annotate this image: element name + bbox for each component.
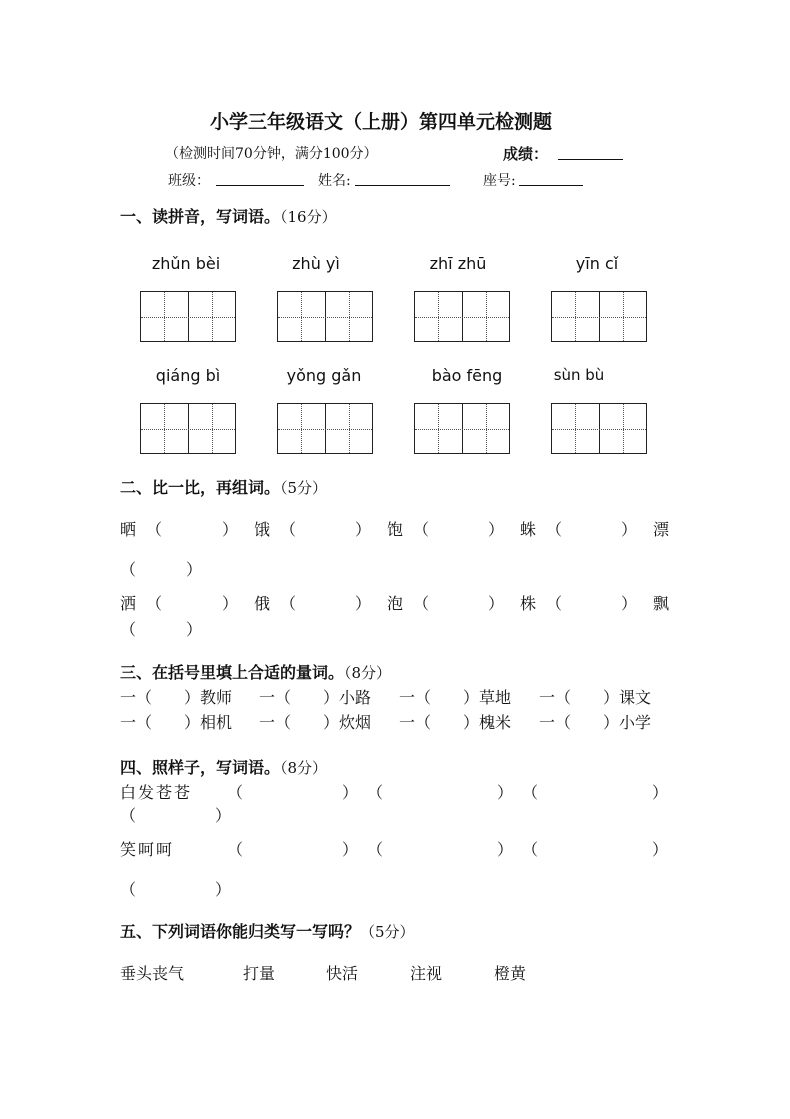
measure-item: 一（ ）相机 bbox=[120, 713, 233, 732]
pinyin-6: yǒng gǎn bbox=[286, 366, 362, 385]
char-sa: 洒 bbox=[120, 594, 137, 613]
measure-item: 一（ ）槐米 bbox=[399, 713, 512, 732]
paren-open: （ bbox=[522, 783, 539, 802]
writing-grid-7[interactable] bbox=[414, 403, 510, 454]
section5-heading: 五、下列词语你能归类写一写吗？（5分） bbox=[120, 922, 415, 941]
paren-close: ） bbox=[497, 840, 514, 859]
char-e: 饿 bbox=[254, 520, 271, 539]
paren-close: ） bbox=[621, 520, 638, 539]
paren-open: （ bbox=[546, 594, 563, 613]
char-bao: 饱 bbox=[387, 520, 404, 539]
paren-close: ） bbox=[621, 594, 638, 613]
paren-close: ） bbox=[652, 840, 669, 859]
seat-label: 座号: bbox=[483, 173, 516, 189]
paren-close: ） bbox=[222, 594, 239, 613]
time-note: （检测时间70分钟，满分100分） bbox=[165, 146, 378, 162]
class-label: 班级： bbox=[168, 173, 210, 189]
paren-open: （ bbox=[546, 520, 563, 539]
name-label: 姓名: bbox=[318, 173, 351, 189]
char-shai: 晒 bbox=[120, 520, 137, 539]
paren-close: ） bbox=[342, 783, 359, 802]
paren-open: （ bbox=[120, 880, 137, 899]
paren-close: ） bbox=[355, 594, 372, 613]
page-title: 小学三年级语文（上册）第四单元检测题 bbox=[210, 111, 553, 133]
measure-item: 一（ ）小学 bbox=[539, 713, 652, 732]
word-item: 打量 bbox=[243, 964, 276, 983]
paren-open: （ bbox=[146, 520, 163, 539]
char-piao: 漂 bbox=[653, 520, 670, 539]
pinyin-1: zhǔn bèi bbox=[151, 254, 221, 273]
paren-open: （ bbox=[413, 520, 430, 539]
score-field[interactable] bbox=[558, 145, 623, 164]
word-item: 注视 bbox=[410, 964, 443, 983]
measure-item: 一（ ）教师 bbox=[120, 688, 233, 707]
paren-open: （ bbox=[367, 783, 384, 802]
paren-open: （ bbox=[120, 620, 137, 639]
pinyin-8: sùn bù bbox=[553, 366, 605, 384]
paren-close: ） bbox=[215, 880, 232, 899]
paren-open: （ bbox=[413, 594, 430, 613]
pinyin-5: qiáng bì bbox=[155, 366, 221, 385]
writing-grid-5[interactable] bbox=[140, 403, 236, 454]
measure-item: 一（ ）课文 bbox=[539, 688, 652, 707]
pinyin-2: zhù yì bbox=[292, 254, 340, 273]
section3-heading: 三、在括号里填上合适的量词。（8分） bbox=[120, 663, 392, 682]
paren-open: （ bbox=[120, 806, 137, 825]
example-word-2: 笑呵呵 bbox=[120, 840, 175, 859]
paren-open: （ bbox=[227, 783, 244, 802]
measure-item: 一（ ）草地 bbox=[399, 688, 512, 707]
paren-open: （ bbox=[367, 840, 384, 859]
paren-open: （ bbox=[280, 520, 297, 539]
paren-close: ） bbox=[186, 620, 203, 639]
paren-close: ） bbox=[186, 560, 203, 579]
paren-close: ） bbox=[488, 520, 505, 539]
pinyin-4: yīn cǐ bbox=[575, 254, 619, 273]
score-label: 成绩： bbox=[503, 145, 549, 163]
char-pao: 泡 bbox=[387, 594, 404, 613]
paren-open: （ bbox=[146, 594, 163, 613]
measure-item: 一（ ）炊烟 bbox=[259, 713, 372, 732]
writing-grid-3[interactable] bbox=[414, 291, 510, 342]
word-item: 垂头丧气 bbox=[120, 964, 185, 983]
example-word-1: 白发苍苍 bbox=[120, 783, 193, 802]
paren-open: （ bbox=[120, 560, 137, 579]
paren-close: ） bbox=[215, 806, 232, 825]
paren-open: （ bbox=[227, 840, 244, 859]
char-zhu2: 株 bbox=[520, 594, 537, 613]
writing-grid-2[interactable] bbox=[277, 291, 373, 342]
seat-field[interactable] bbox=[519, 171, 583, 190]
paren-close: ） bbox=[342, 840, 359, 859]
char-e2: 俄 bbox=[254, 594, 271, 613]
char-piao2: 飘 bbox=[653, 594, 670, 613]
paren-close: ） bbox=[652, 783, 669, 802]
writing-grid-4[interactable] bbox=[551, 291, 647, 342]
writing-grid-6[interactable] bbox=[277, 403, 373, 454]
class-field[interactable] bbox=[216, 171, 304, 190]
pinyin-7: bào fēng bbox=[431, 366, 503, 385]
word-item: 快活 bbox=[326, 964, 359, 983]
paren-close: ） bbox=[355, 520, 372, 539]
paren-close: ） bbox=[497, 783, 514, 802]
word-item: 橙黄 bbox=[494, 964, 527, 983]
writing-grid-8[interactable] bbox=[551, 403, 647, 454]
writing-grid-1[interactable] bbox=[140, 291, 236, 342]
paren-open: （ bbox=[280, 594, 297, 613]
paren-close: ） bbox=[222, 520, 239, 539]
paren-open: （ bbox=[522, 840, 539, 859]
section1-heading: 一、读拼音，写词语。（16分） bbox=[120, 207, 337, 226]
section2-heading: 二、比一比，再组词。（5分） bbox=[120, 478, 328, 497]
pinyin-3: zhī zhū bbox=[429, 254, 487, 273]
measure-item: 一（ ）小路 bbox=[259, 688, 372, 707]
paren-close: ） bbox=[488, 594, 505, 613]
name-field[interactable] bbox=[355, 171, 450, 190]
section4-heading: 四、照样子，写词语。（8分） bbox=[120, 758, 328, 777]
char-zhu: 蛛 bbox=[520, 520, 537, 539]
